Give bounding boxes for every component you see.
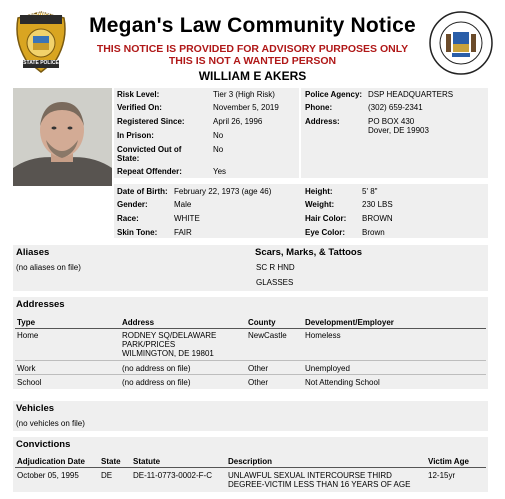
conviction-description-line: UNLAWFUL SEXUAL INTERCOURSE THIRD: [228, 471, 392, 480]
great-seal-logo: [428, 10, 494, 76]
address-development: Homeless: [305, 331, 341, 340]
conviction-statute: DE-11-0773-0002-F-C: [133, 471, 212, 480]
phone-label: Phone:: [305, 103, 333, 112]
phone-value: (302) 659-2341: [368, 103, 423, 112]
height-label: Height:: [305, 187, 333, 196]
conviction-date: October 05, 1995: [17, 471, 79, 480]
col-header-statute: Statute: [133, 457, 161, 466]
address-type: Home: [17, 331, 39, 340]
convicted-out-label-1: Convicted Out of: [117, 145, 182, 154]
risk-level-value: Tier 3 (High Risk): [213, 90, 275, 99]
height-value: 5' 8": [362, 187, 378, 196]
address-development: Unemployed: [305, 364, 350, 373]
scar-item: GLASSES: [256, 278, 294, 287]
address-type: Work: [17, 364, 36, 373]
address-line: (no address on file): [122, 378, 191, 387]
badge-bottom-text: STATE POLICE: [23, 60, 59, 66]
dob-label: Date of Birth:: [117, 187, 168, 196]
skin-tone-value: FAIR: [174, 228, 192, 237]
vehicles-empty: (no vehicles on file): [16, 419, 85, 428]
weight-value: 230 LBS: [362, 200, 393, 209]
convicted-out-label-2: State:: [117, 154, 140, 163]
registered-since-label: Registered Since:: [117, 117, 185, 126]
col-header-description: Description: [228, 457, 273, 466]
conviction-victim-age: 12-15yr: [428, 471, 456, 480]
address-line: PARK/PRICES: [122, 340, 176, 349]
dob-value: February 22, 1973 (age 46): [174, 187, 272, 196]
convictions-title: Convictions: [16, 439, 71, 450]
advisory-line-1: THIS NOTICE IS PROVIDED FOR ADVISORY PURPOSES ONLY: [96, 43, 409, 55]
convicted-out-value: No: [213, 145, 224, 154]
col-header-victim-age: Victim Age: [428, 457, 469, 466]
addresses-title: Addresses: [16, 299, 65, 310]
offender-photo: [13, 88, 112, 186]
address-county: NewCastle: [248, 331, 287, 340]
race-value: WHITE: [174, 214, 200, 223]
advisory-line-2: THIS IS NOT A WANTED PERSON: [168, 55, 337, 67]
hair-color-label: Hair Color:: [305, 214, 347, 223]
aliases-title: Aliases: [16, 247, 50, 258]
weight-label: Weight:: [305, 200, 335, 209]
in-prison-value: No: [213, 131, 224, 140]
conviction-description-line: DEGREE-VICTIM LESS THAN 16 YEARS OF AGE: [228, 480, 411, 489]
physical-description-panel: [114, 184, 488, 238]
conviction-state: DE: [101, 471, 113, 480]
eye-color-value: Brown: [362, 228, 385, 237]
agency-address-line-2: Dover, DE 19903: [368, 126, 429, 135]
page-title: Megan's Law Community Notice: [89, 14, 416, 37]
address-line: WILMINGTON, DE 19801: [122, 349, 214, 358]
vehicles-title: Vehicles: [16, 403, 55, 414]
col-header-address: Address: [122, 318, 155, 327]
aliases-scars-panel: [13, 245, 488, 291]
header-divider: [15, 328, 486, 329]
header-divider: [15, 467, 486, 468]
gender-value: Male: [174, 200, 192, 209]
address-line: (no address on file): [122, 364, 191, 373]
registered-since-value: April 26, 1996: [213, 117, 263, 126]
address-county: Other: [248, 364, 269, 373]
repeat-offender-label: Repeat Offender:: [117, 167, 182, 176]
verified-on-value: November 5, 2019: [213, 103, 279, 112]
col-header-development: Development/Employer: [305, 318, 394, 327]
police-agency-label: Police Agency:: [305, 90, 363, 99]
aliases-empty: (no aliases on file): [16, 263, 81, 272]
agency-address-line-1: PO BOX 430: [368, 117, 415, 126]
col-header-county: County: [248, 318, 276, 327]
scars-title: Scars, Marks, & Tattoos: [255, 247, 363, 258]
address-county: Other: [248, 378, 269, 387]
address-development: Not Attending School: [305, 378, 380, 387]
eye-color-label: Eye Color:: [305, 228, 346, 237]
scar-item: SC R HND: [256, 263, 295, 272]
repeat-offender-value: Yes: [213, 167, 227, 176]
gender-label: Gender:: [117, 200, 148, 209]
in-prison-label: In Prison:: [117, 131, 154, 140]
hair-color-value: BROWN: [362, 214, 393, 223]
row-divider: [15, 374, 486, 375]
verified-on-label: Verified On:: [117, 103, 162, 112]
col-header-state: State: [101, 457, 121, 466]
addresses-panel: [13, 297, 488, 389]
address-type: School: [17, 378, 42, 387]
badge-top-text: DELAWARE: [25, 11, 57, 17]
skin-tone-label: Skin Tone:: [117, 228, 158, 237]
agency-address-label: Address:: [305, 117, 340, 126]
col-header-type: Type: [17, 318, 36, 327]
race-label: Race:: [117, 214, 139, 223]
col-header-adjudication-date: Adjudication Date: [17, 457, 86, 466]
police-agency-value: DSP HEADQUARTERS: [368, 90, 454, 99]
address-line: RODNEY SQ/DELAWARE: [122, 331, 217, 340]
row-divider: [15, 360, 486, 361]
offender-name: WILLIAM E AKERS: [198, 69, 307, 83]
risk-level-label: Risk Level:: [117, 90, 160, 99]
